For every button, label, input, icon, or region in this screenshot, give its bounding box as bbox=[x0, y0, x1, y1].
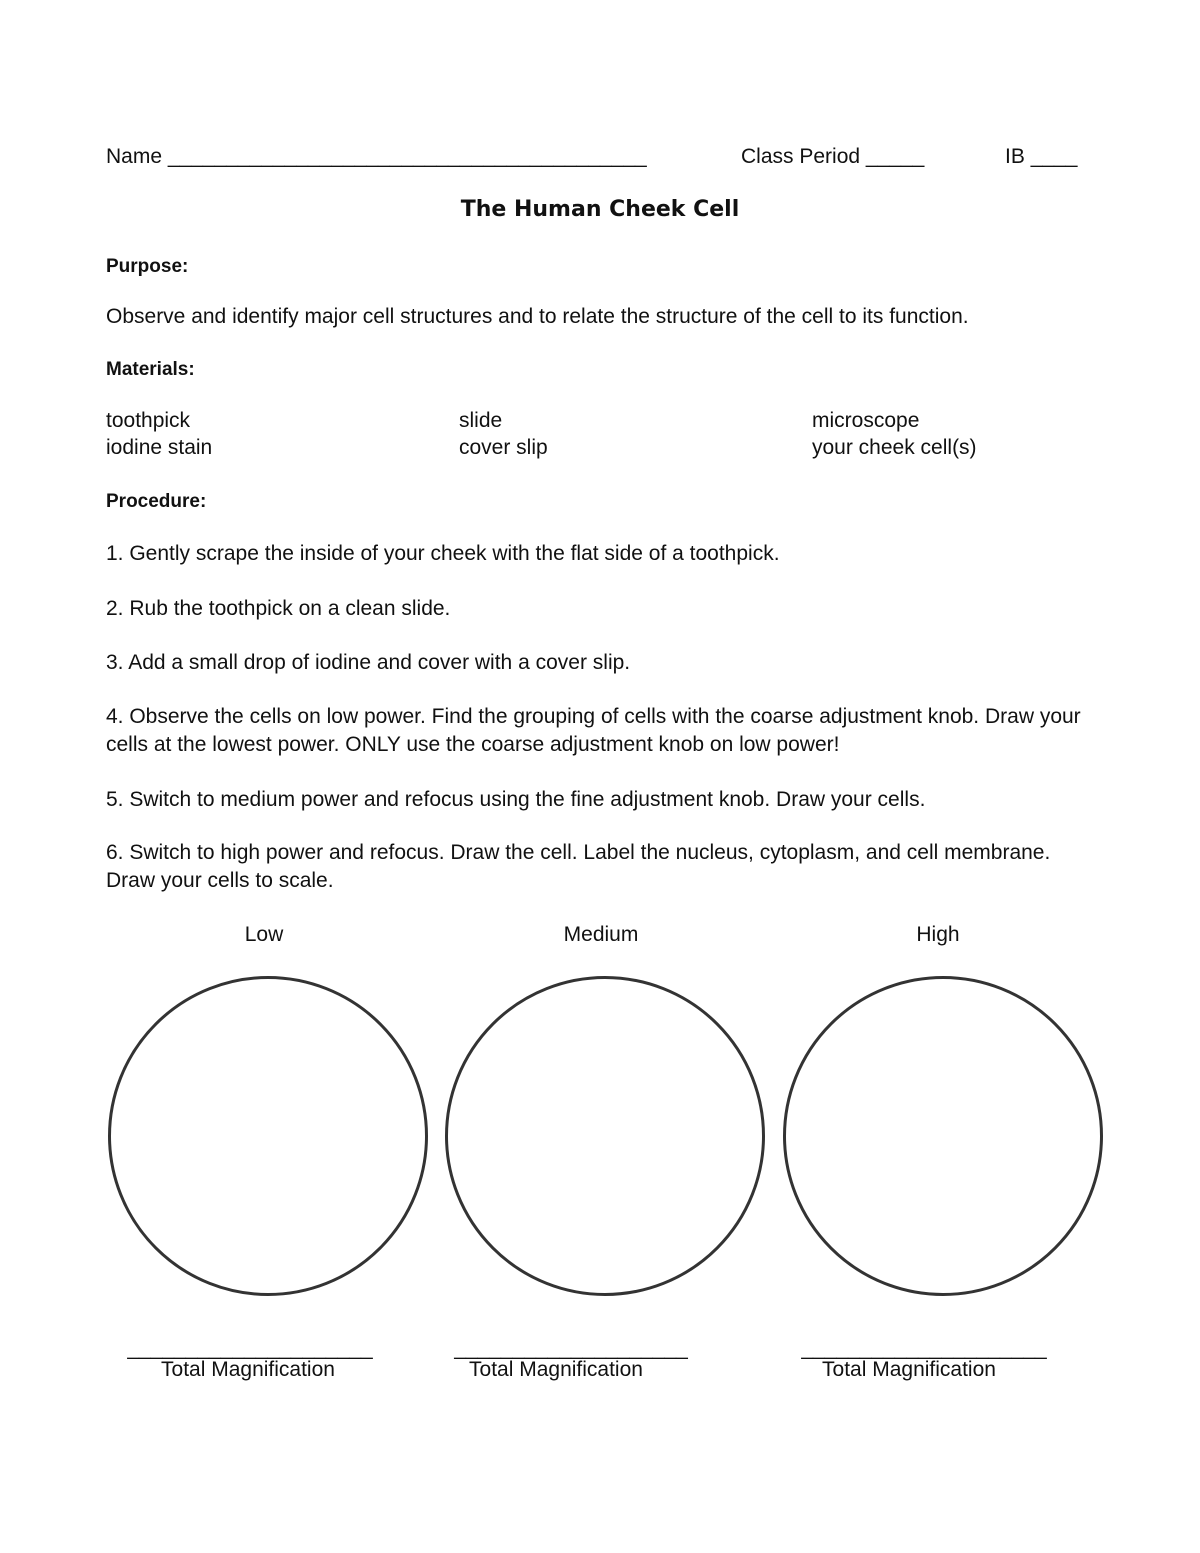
procedure-step: 6. Switch to high power and refocus. Draw the cell. Label the nucleus, cytoplasm, and cell membrane. Draw your cells to scale. bbox=[106, 841, 1051, 892]
class-period-line bbox=[741, 143, 924, 170]
procedure-step: 2. Rub the toothpick on a clean slide. bbox=[106, 597, 451, 620]
class-period-label: Class Period bbox=[741, 145, 861, 168]
ib-blank[interactable]: ____ bbox=[1030, 145, 1078, 168]
material-item: microscope bbox=[812, 409, 920, 432]
procedure-step: 3. Add a small drop of iodine and cover with a cover slip. bbox=[106, 651, 631, 674]
magnification-caption-low: Total Magnification bbox=[161, 1358, 335, 1381]
name-blank[interactable]: _________________________________________ bbox=[167, 145, 647, 168]
view-label-high: High bbox=[916, 923, 960, 946]
drawing-circle-medium[interactable] bbox=[445, 976, 765, 1296]
view-label-low: Low bbox=[244, 923, 284, 946]
purpose-text: Observe and identify major cell structures and to relate the structure of the cell to its function. bbox=[106, 305, 969, 328]
view-label-medium: Medium bbox=[563, 923, 639, 946]
material-item: toothpick bbox=[106, 409, 191, 432]
drawing-circle-low[interactable] bbox=[108, 976, 428, 1296]
procedure-step: 4. Observe the cells on low power. Find the grouping of cells with the coarse adjustment knob. Draw your cells at the lowest power. ONLY use the coarse adjustment knob on low power! bbox=[106, 705, 1081, 756]
name-label: Name bbox=[106, 145, 163, 168]
magnification-caption-medium: Total Magnification bbox=[469, 1358, 643, 1381]
material-item: your cheek cell(s) bbox=[812, 436, 977, 459]
ib-label: IB bbox=[1005, 145, 1025, 168]
magnification-caption-high: Total Magnification bbox=[822, 1358, 996, 1381]
material-item: iodine stain bbox=[106, 436, 213, 459]
material-item: cover slip bbox=[459, 436, 548, 459]
name-line bbox=[106, 143, 647, 170]
purpose-heading: Purpose: bbox=[106, 256, 189, 277]
page-title: The Human Cheek Cell bbox=[460, 197, 740, 222]
procedure-step: 1. Gently scrape the inside of your cheek with the flat side of a toothpick. bbox=[106, 542, 780, 565]
class-period-blank[interactable]: _____ bbox=[865, 145, 925, 168]
materials-heading: Materials: bbox=[106, 359, 195, 380]
magnification-blank-high[interactable]: _____________________ bbox=[801, 1337, 1047, 1360]
magnification-blank-low[interactable]: _____________________ bbox=[127, 1337, 373, 1360]
ib-line bbox=[1005, 143, 1077, 170]
material-item: slide bbox=[459, 409, 503, 432]
drawing-circle-high[interactable] bbox=[783, 976, 1103, 1296]
magnification-blank-medium[interactable]: ____________________ bbox=[454, 1337, 688, 1360]
procedure-step: 5. Switch to medium power and refocus using the fine adjustment knob. Draw your cells. bbox=[106, 788, 926, 811]
procedure-heading: Procedure: bbox=[106, 491, 207, 512]
